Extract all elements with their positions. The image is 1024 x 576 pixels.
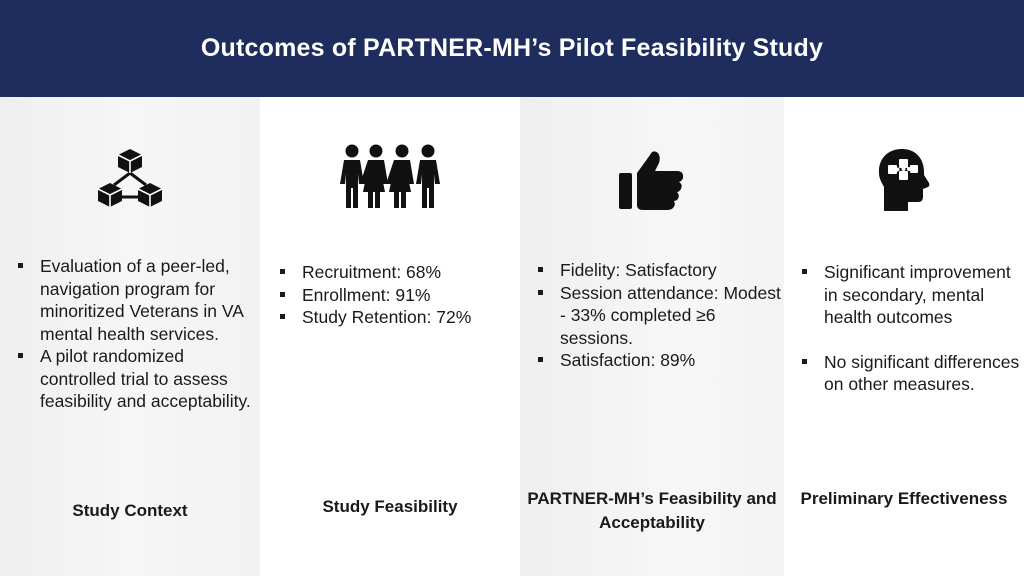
column-label: Study Feasibility (322, 497, 458, 516)
column-preliminary-effectiveness (784, 97, 1024, 576)
list-item: Satisfaction: 89% (532, 349, 782, 372)
bullet-list (796, 261, 1021, 396)
list-item: Enrollment: 91% (274, 284, 514, 307)
column-label: Study Context (72, 501, 188, 520)
list-item: Fidelity: Satisfactory (532, 259, 782, 282)
column-label: PARTNER-MH’s Feasibility and Acceptability (527, 489, 777, 532)
bullet-list (532, 259, 782, 372)
column-study-context (0, 97, 260, 576)
title-banner (0, 0, 1024, 97)
column-feasibility-acceptability (520, 97, 784, 576)
list-item: A pilot randomized controlled trial to assess feasibility and acceptability. (12, 345, 252, 413)
head-puzzle-icon (874, 147, 934, 213)
cubes-network-icon (94, 145, 166, 217)
list-item: Evaluation of a peer-led, navigation program for minoritized Veterans in VA mental health services. (12, 255, 252, 345)
list-item: Recruitment: 68% (274, 261, 514, 284)
list-item: No significant differences on other measures. (796, 351, 1021, 396)
list-item: Study Retention: 72% (274, 306, 514, 329)
columns-container (0, 97, 1024, 576)
column-study-feasibility (260, 97, 520, 576)
column-label: Preliminary Effectiveness (800, 489, 1008, 508)
list-item: Session attendance: Modest - 33% completed ≥6 sessions. (532, 282, 782, 350)
bullet-list (274, 261, 514, 329)
people-group-icon (338, 143, 442, 215)
list-item: Significant improvement in secondary, mental health outcomes (796, 261, 1021, 329)
thumbs-up-icon (617, 149, 687, 213)
page-title: Outcomes of PARTNER-MH’s Pilot Feasibility Study (200, 34, 824, 62)
bullet-list (12, 255, 252, 413)
